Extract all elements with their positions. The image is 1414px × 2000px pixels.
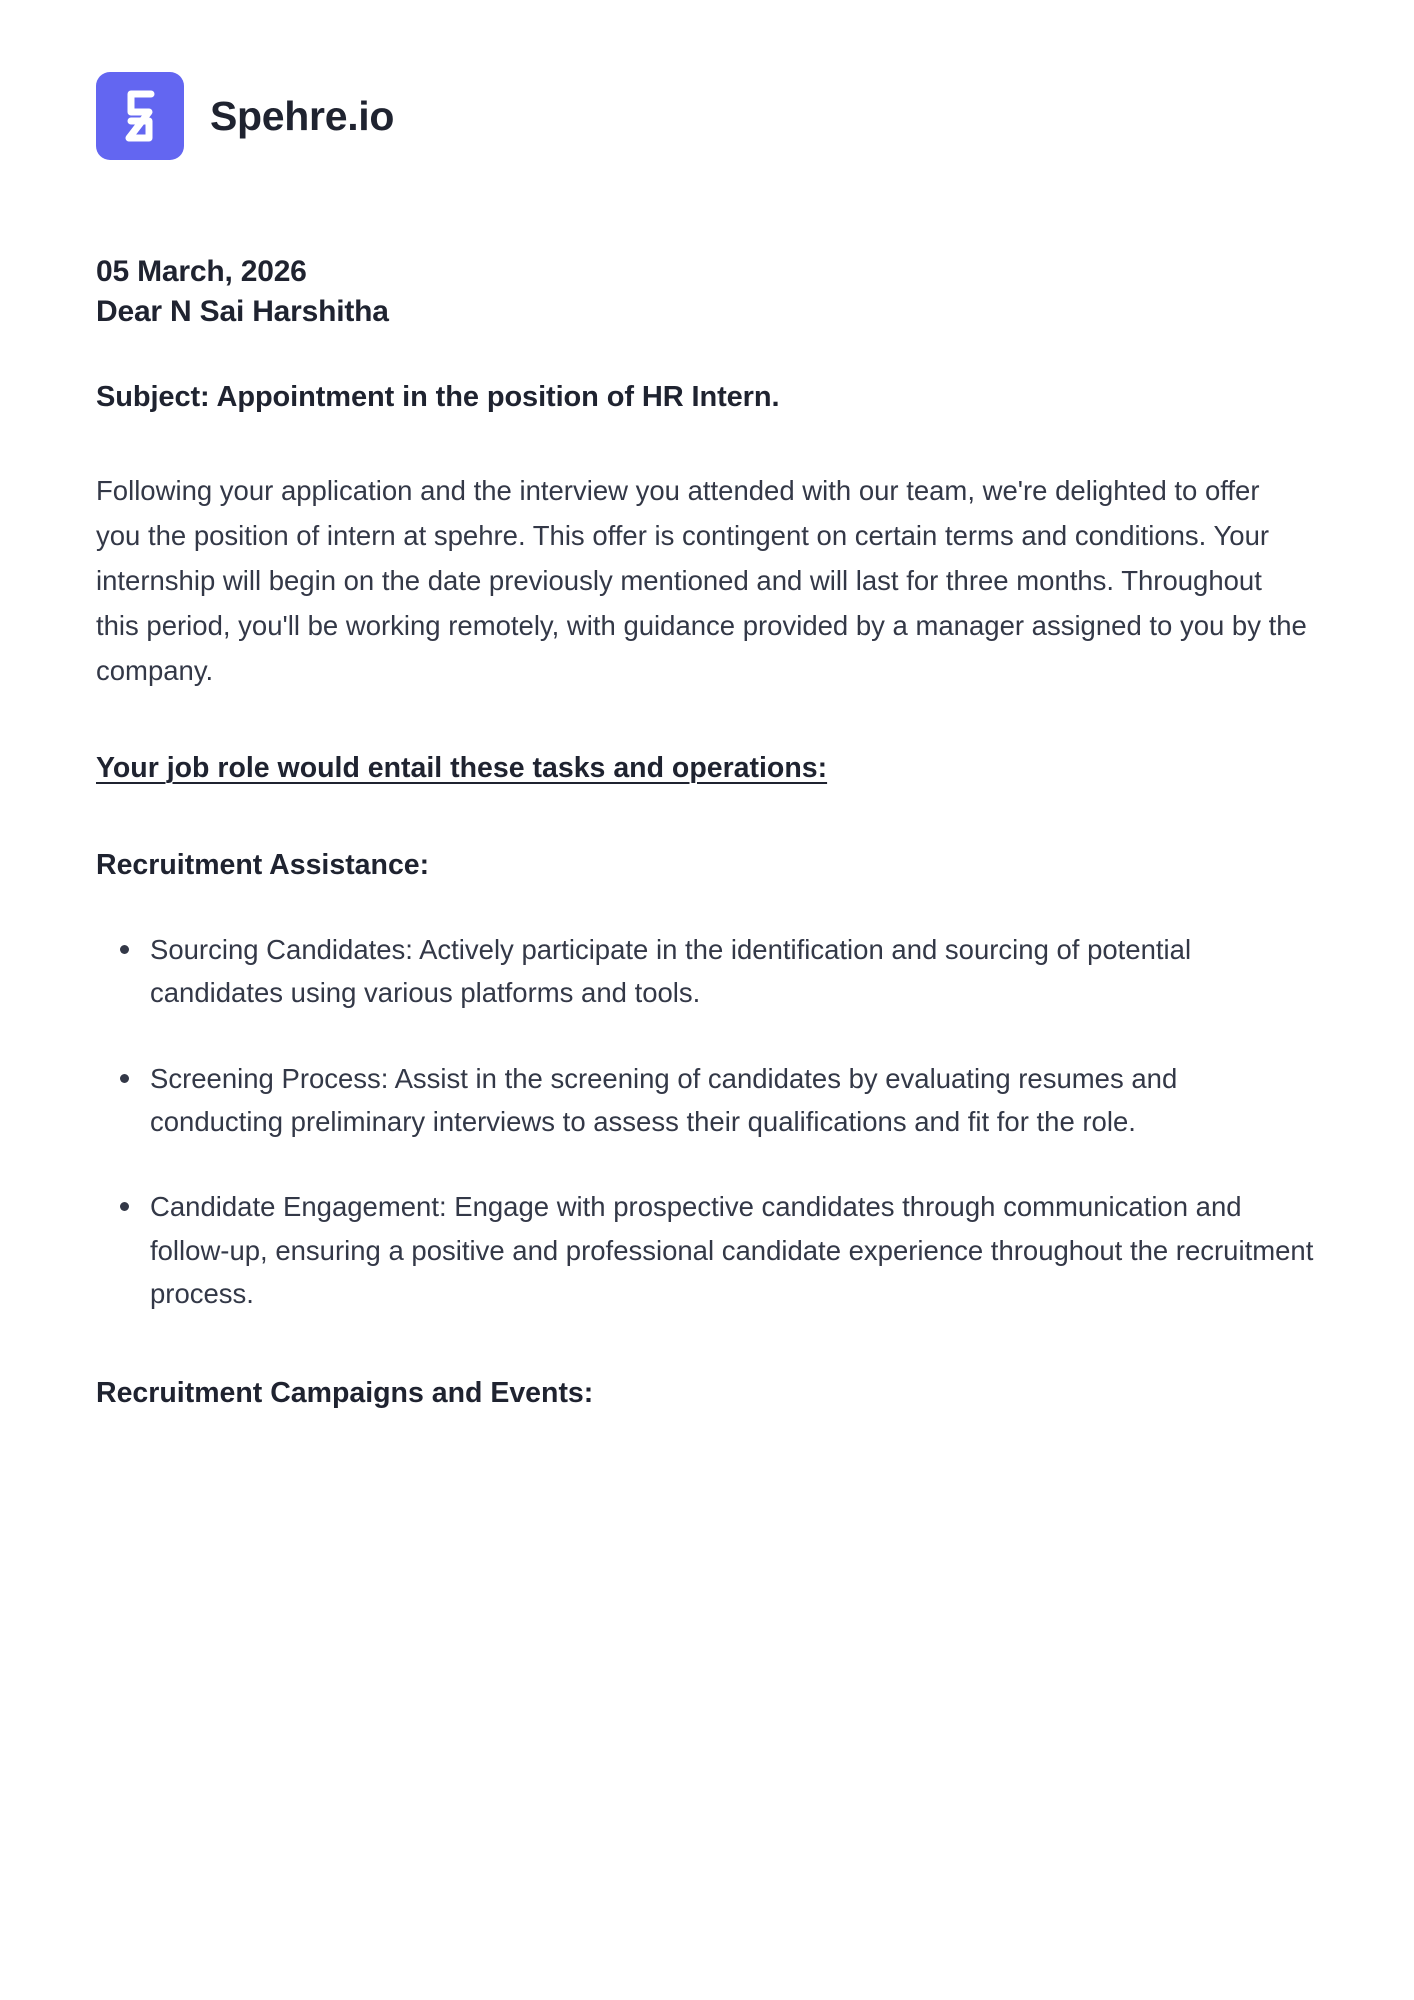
letter-salutation: Dear N Sai Harshitha: [96, 295, 389, 329]
list-item: Sourcing Candidates: Actively participate in the identification and sourcing of potential candidates using various platforms and tools.: [150, 928, 1315, 1015]
brand-header: [96, 72, 1318, 160]
letter-body: [96, 252, 1318, 1416]
letter-meta: [96, 252, 1318, 332]
spehre-s-logo-icon: [96, 72, 184, 160]
list-item: Candidate Engagement: Engage with prospective candidates through communication and follow-up, ensuring a positive and professional candidate experience throughout the recruitment process.: [150, 1185, 1315, 1315]
section-heading-recruitment-assistance: Recruitment Assistance:: [96, 848, 430, 881]
letter-date: 05 March, 2026: [96, 255, 307, 288]
letter-subject: Subject: Appointment in the position of HR Intern.: [96, 381, 780, 414]
list-item: Screening Process: Assist in the screening of candidates by evaluating resumes and conducting preliminary interviews to assess their qualifications and fit for the role.: [150, 1057, 1315, 1144]
role-heading: Your job role would entail these tasks and operations:: [96, 752, 828, 785]
section-heading-recruitment-campaigns: Recruitment Campaigns and Events:: [96, 1376, 594, 1409]
letter-intro-paragraph: Following your application and the interview you attended with our team, we're delighted to offer you the position of intern at spehre. This offer is contingent on certain terms and conditions. Your internship will begin on the date previously mentioned and will last for three months. Throughout this period, you'll be working remotely, with guidance provided by a manager assigned to you by the company.: [96, 475, 1307, 686]
recruitment-assistance-list: [96, 928, 1318, 1316]
brand-name: Spehre.io: [210, 92, 395, 139]
